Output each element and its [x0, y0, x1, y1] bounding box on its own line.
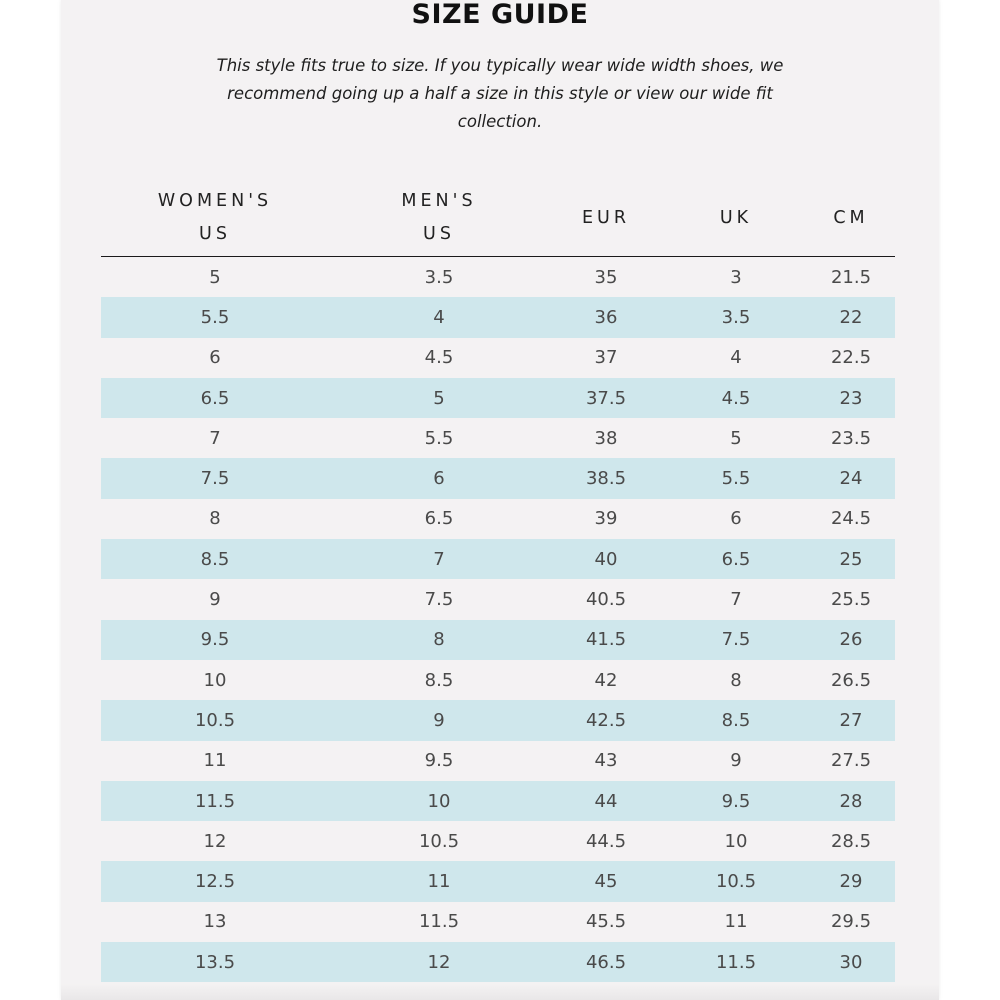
- table-row: [101, 579, 895, 619]
- table-row: [101, 902, 895, 942]
- cell-cm: 22.5: [830, 347, 872, 369]
- cell-eur: 40: [594, 548, 618, 570]
- table-row: [101, 338, 895, 378]
- cell-womens-us: 8: [209, 508, 221, 530]
- cell-eur: 35: [594, 266, 618, 288]
- cell-uk: 7: [730, 589, 742, 611]
- cell-womens-us: 11: [203, 750, 227, 772]
- cell-uk: 9.5: [721, 790, 751, 812]
- cell-womens-us: 10.5: [194, 709, 236, 731]
- cell-mens-us: 12: [427, 951, 451, 973]
- table-row: [101, 378, 895, 418]
- cell-mens-us: 11.5: [418, 911, 460, 933]
- cell-uk: 5: [730, 427, 742, 449]
- cell-cm: 28: [839, 790, 863, 812]
- cell-womens-us: 11.5: [194, 790, 236, 812]
- cell-mens-us: 8: [433, 629, 445, 651]
- cell-mens-us: 11: [427, 871, 451, 893]
- table-row: [101, 418, 895, 458]
- cell-mens-us: 9: [433, 709, 445, 731]
- header-cm: CM: [833, 207, 869, 228]
- cell-cm: 28.5: [830, 830, 872, 852]
- cell-eur: 37: [594, 347, 618, 369]
- table-row: [101, 741, 895, 781]
- fit-description: This style fits true to size. If you typically wear wide width shoes, we recommend going up a half a size in this style or view our wide fit collection.: [216, 56, 784, 131]
- cell-uk: 3: [730, 266, 742, 288]
- cell-eur: 43: [594, 750, 618, 772]
- cell-eur: 38: [594, 427, 618, 449]
- cell-womens-us: 13.5: [194, 951, 236, 973]
- cell-mens-us: 9.5: [424, 750, 454, 772]
- cell-uk: 9: [730, 750, 742, 772]
- cell-cm: 29: [839, 871, 863, 893]
- cell-womens-us: 12.5: [194, 871, 236, 893]
- cell-womens-us: 9: [209, 589, 221, 611]
- cell-uk: 6.5: [721, 548, 751, 570]
- cell-eur: 39: [594, 508, 618, 530]
- cell-mens-us: 3.5: [424, 266, 454, 288]
- table-header: [101, 180, 895, 257]
- cell-cm: 27.5: [830, 750, 872, 772]
- cell-eur: 37.5: [585, 387, 627, 409]
- cell-uk: 11: [724, 911, 748, 933]
- cell-mens-us: 10.5: [418, 830, 460, 852]
- cell-mens-us: 5: [433, 387, 445, 409]
- cell-uk: 5.5: [721, 468, 751, 490]
- bottom-fade: [61, 984, 939, 1000]
- cell-mens-us: 10: [427, 790, 451, 812]
- cell-cm: 26.5: [830, 669, 872, 691]
- cell-cm: 27: [839, 709, 863, 731]
- table-row: [101, 257, 895, 297]
- cell-uk: 6: [730, 508, 742, 530]
- cell-womens-us: 12: [203, 830, 227, 852]
- cell-womens-us: 10: [203, 669, 227, 691]
- cell-eur: 44: [594, 790, 618, 812]
- table-body: [101, 257, 895, 982]
- cell-cm: 29.5: [830, 911, 872, 933]
- cell-cm: 26: [839, 629, 863, 651]
- cell-cm: 24.5: [830, 508, 872, 530]
- cell-eur: 36: [594, 306, 618, 328]
- cell-eur: 38.5: [585, 468, 627, 490]
- cell-womens-us: 7.5: [200, 468, 230, 490]
- cell-uk: 11.5: [715, 951, 757, 973]
- cell-womens-us: 6.5: [200, 387, 230, 409]
- cell-uk: 10.5: [715, 871, 757, 893]
- header-eur: EUR: [581, 207, 631, 228]
- header-uk: UK: [719, 207, 753, 228]
- table-row: [101, 499, 895, 539]
- cell-cm: 24: [839, 468, 863, 490]
- cell-uk: 4.5: [721, 387, 751, 409]
- cell-mens-us: 7.5: [424, 589, 454, 611]
- cell-mens-us: 4: [433, 306, 445, 328]
- table-row: [101, 660, 895, 700]
- cell-eur: 45.5: [585, 911, 627, 933]
- cell-eur: 41.5: [585, 629, 627, 651]
- table-row: [101, 620, 895, 660]
- cell-uk: 3.5: [721, 306, 751, 328]
- cell-uk: 7.5: [721, 629, 751, 651]
- cell-uk: 8.5: [721, 709, 751, 731]
- table-row: [101, 942, 895, 982]
- cell-uk: 4: [730, 347, 742, 369]
- cell-cm: 25: [839, 548, 863, 570]
- header-mens-us: MEN'S US: [401, 191, 477, 244]
- cell-womens-us: 9.5: [200, 629, 230, 651]
- cell-eur: 40.5: [585, 589, 627, 611]
- cell-cm: 23: [839, 387, 863, 409]
- cell-cm: 22: [839, 306, 863, 328]
- cell-uk: 8: [730, 669, 742, 691]
- cell-mens-us: 4.5: [424, 347, 454, 369]
- cell-cm: 25.5: [830, 589, 872, 611]
- table-row: [101, 861, 895, 901]
- cell-womens-us: 7: [209, 427, 221, 449]
- page-title: SIZE GUIDE: [411, 0, 589, 30]
- cell-uk: 10: [724, 830, 748, 852]
- cell-mens-us: 7: [433, 548, 445, 570]
- table-row: [101, 458, 895, 498]
- table-row: [101, 781, 895, 821]
- cell-eur: 44.5: [585, 830, 627, 852]
- cell-mens-us: 5.5: [424, 427, 454, 449]
- table-row: [101, 297, 895, 337]
- cell-womens-us: 5.5: [200, 306, 230, 328]
- cell-eur: 45: [594, 871, 618, 893]
- size-table: [101, 180, 895, 982]
- cell-womens-us: 13: [203, 911, 227, 933]
- cell-mens-us: 6.5: [424, 508, 454, 530]
- header-womens-us: WOMEN'S US: [157, 191, 273, 244]
- table-row: [101, 539, 895, 579]
- cell-mens-us: 6: [433, 468, 445, 490]
- cell-cm: 30: [839, 951, 863, 973]
- cell-womens-us: 6: [209, 347, 221, 369]
- cell-cm: 23.5: [830, 427, 872, 449]
- table-row: [101, 821, 895, 861]
- cell-mens-us: 8.5: [424, 669, 454, 691]
- size-guide-panel: [61, 0, 939, 1000]
- table-row: [101, 700, 895, 740]
- cell-eur: 42.5: [585, 709, 627, 731]
- cell-cm: 21.5: [830, 266, 872, 288]
- cell-womens-us: 5: [209, 266, 221, 288]
- cell-womens-us: 8.5: [200, 548, 230, 570]
- cell-eur: 42: [594, 669, 618, 691]
- cell-eur: 46.5: [585, 951, 627, 973]
